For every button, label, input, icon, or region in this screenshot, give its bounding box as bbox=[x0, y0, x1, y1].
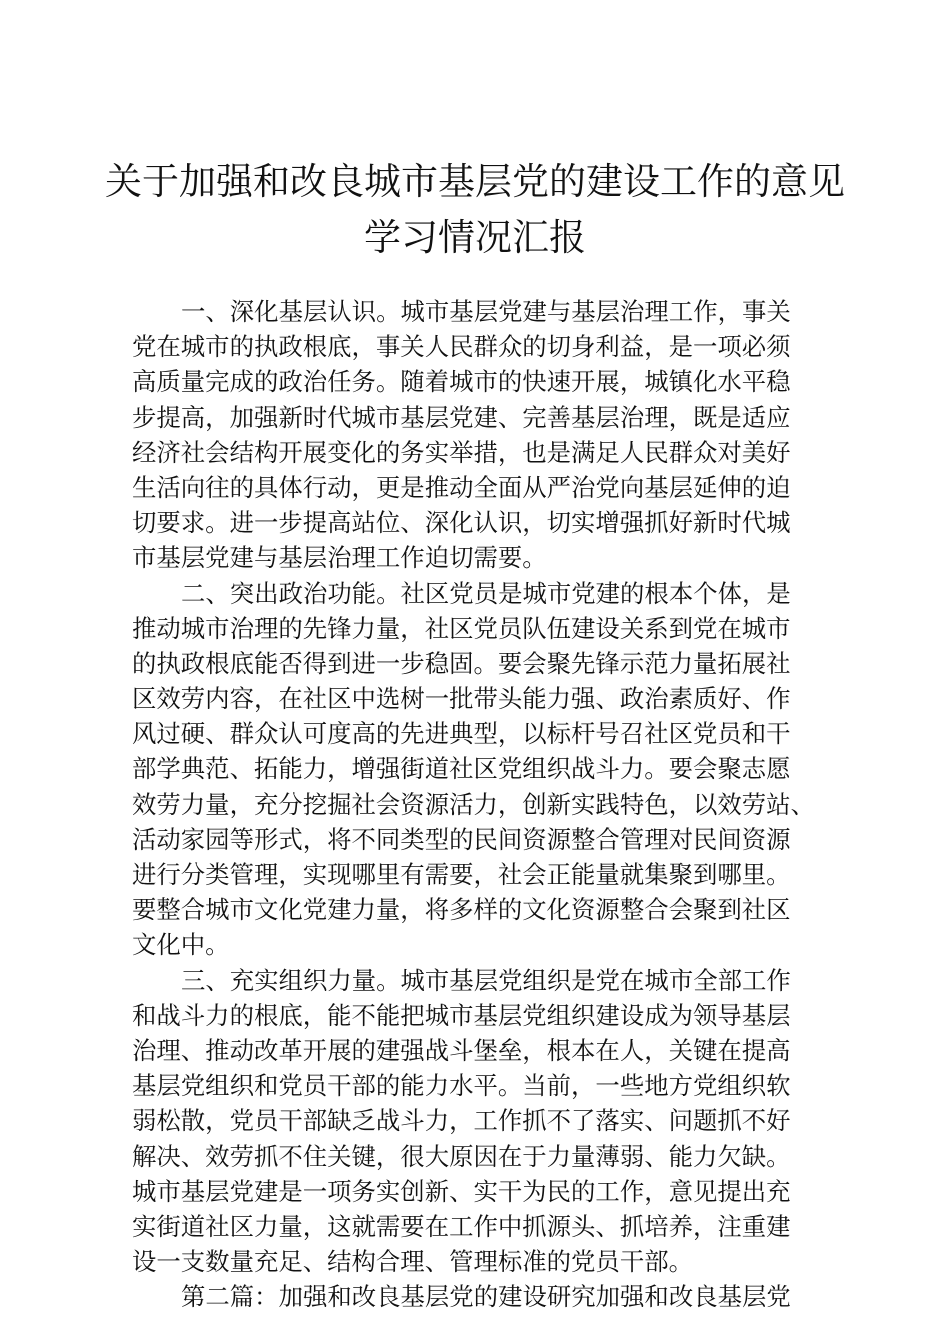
paragraph-1-line: 步提高，加强新时代城市基层党建、完善基层治理，既是适应 bbox=[132, 402, 791, 432]
document-title-line-1: 关于加强和改良城市基层党的建设工作的意见 bbox=[105, 160, 845, 203]
paragraph-2-line: 区效劳内容，在社区中选树一批带头能力强、政治素质好、作 bbox=[132, 684, 791, 714]
paragraph-3-line: 弱松散，党员干部缺乏战斗力，工作抓不了落实、问题抓不好 bbox=[132, 1106, 791, 1136]
paragraph-2-line: 的执政根底能否得到进一步稳固。要会聚先锋示范力量拓展社 bbox=[132, 648, 791, 678]
paragraph-2-line: 活动家园等形式，将不同类型的民间资源整合管理对民间资源 bbox=[132, 824, 791, 854]
paragraph-3-line: 实街道社区力量，这就需要在工作中抓源头、抓培养，注重建 bbox=[132, 1211, 791, 1241]
paragraph-4-line: 第二篇：加强和改良基层党的建设研究加强和改良基层党 bbox=[181, 1282, 791, 1312]
paragraph-3-line: 治理、推动改革开展的建强战斗堡垒，根本在人，关键在提高 bbox=[132, 1035, 791, 1065]
paragraph-2-line: 风过硬、群众认可度高的先进典型，以标杆号召社区党员和干 bbox=[132, 719, 791, 749]
paragraph-3-line: 城市基层党建是一项务实创新、实干为民的工作，意见提出充 bbox=[132, 1176, 791, 1206]
paragraph-2-line: 部学典范、拓能力，增强街道社区党组织战斗力。要会聚志愿 bbox=[132, 754, 791, 784]
paragraph-2-line: 进行分类管理，实现哪里有需要，社会正能量就集聚到哪里。 bbox=[132, 860, 791, 889]
paragraph-3-line: 三、充实组织力量。城市基层党组织是党在城市全部工作 bbox=[181, 965, 791, 995]
paragraph-2-line: 文化中。 bbox=[132, 930, 230, 960]
paragraph-1-line: 生活向往的具体行动，更是推动全面从严治党向基层延伸的迫 bbox=[132, 472, 791, 502]
paragraph-1-line: 一、深化基层认识。城市基层党建与基层治理工作，事关 bbox=[181, 297, 791, 326]
paragraph-2-line: 效劳力量，充分挖掘社会资源活力，创新实践特色，以效劳站、 bbox=[132, 789, 815, 819]
paragraph-1-line: 党在城市的执政根底，事关人民群众的切身利益，是一项必须 bbox=[132, 332, 791, 362]
paragraph-2-line: 二、突出政治功能。社区党员是城市党建的根本个体，是 bbox=[181, 578, 791, 608]
document-body bbox=[132, 294, 822, 1314]
paragraph-3-line: 解决、效劳抓不住关键，很大原因在于力量薄弱、能力欠缺。 bbox=[132, 1141, 791, 1171]
paragraph-2-line: 推动城市治理的先锋力量，社区党员队伍建设关系到党在城市 bbox=[132, 613, 791, 643]
paragraph-1-line: 高质量完成的政治任务。随着城市的快速开展，城镇化水平稳 bbox=[132, 367, 791, 397]
paragraph-2-line: 要整合城市文化党建力量，将多样的文化资源整合会聚到社区 bbox=[132, 895, 791, 925]
paragraph-1-line: 市基层党建与基层治理工作迫切需要。 bbox=[132, 543, 547, 573]
document-title-line-2: 学习情况汇报 bbox=[364, 216, 586, 259]
paragraph-3-line: 基层党组织和党员干部的能力水平。当前，一些地方党组织软 bbox=[132, 1071, 791, 1101]
paragraph-3-line: 设一支数量充足、结构合理、管理标准的党员干部。 bbox=[132, 1247, 693, 1277]
paragraph-3-line: 和战斗力的根底，能不能把城市基层党组织建设成为领导基层 bbox=[132, 1000, 791, 1030]
paragraph-1-line: 经济社会结构开展变化的务实举措，也是满足人民群众对美好 bbox=[132, 437, 791, 467]
paragraph-1-line: 切要求。进一步提高站位、深化认识，切实增强抓好新时代城 bbox=[132, 508, 791, 538]
